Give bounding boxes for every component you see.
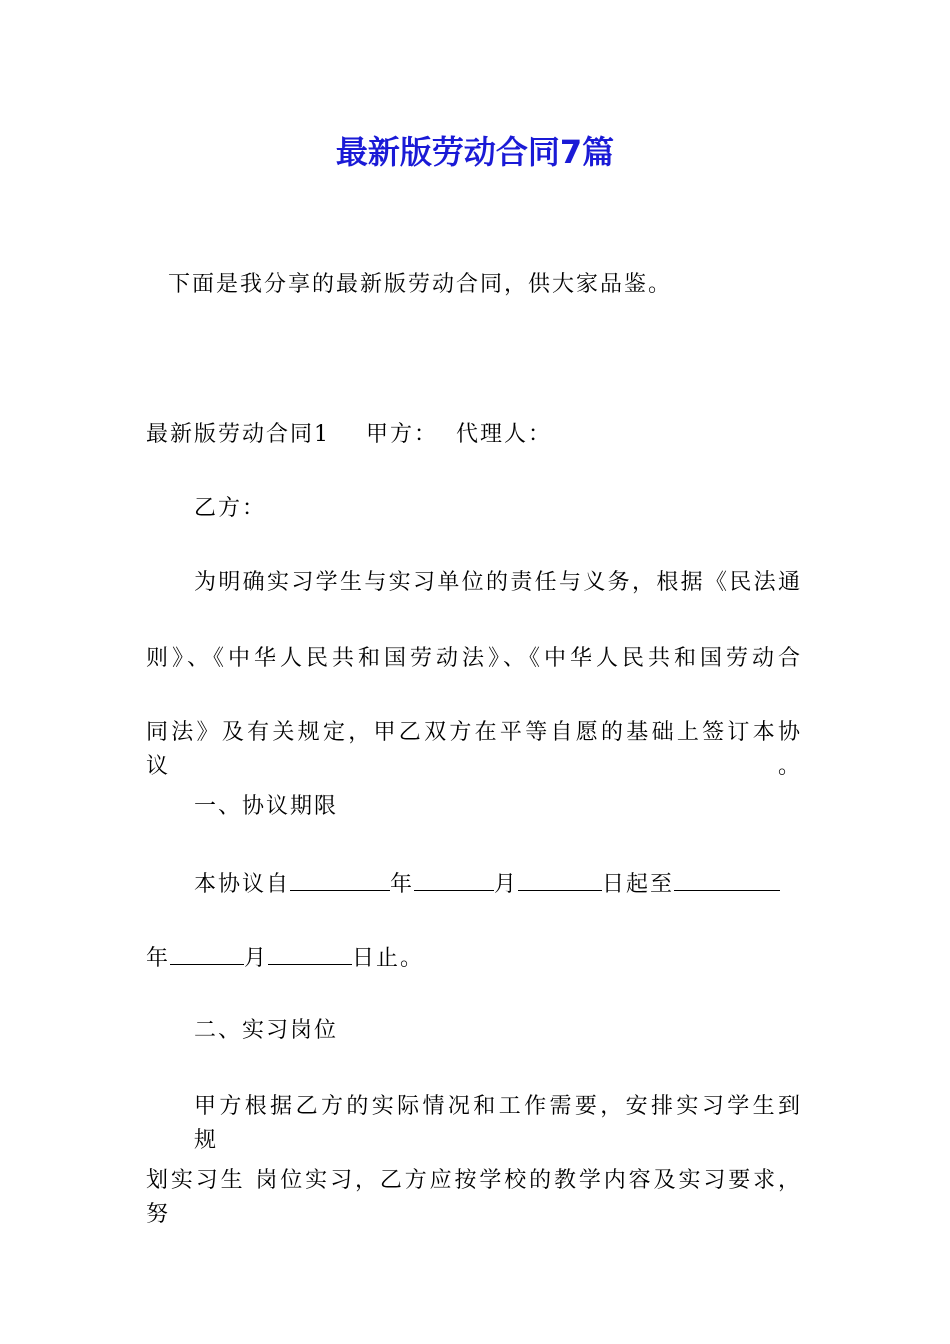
document-title: 最新版劳动合同7篇	[335, 133, 615, 171]
section-1-heading: 一、协议期限	[194, 794, 339, 819]
intro-text: 下面是我分享的最新版劳动合同，供大家品鉴。	[168, 272, 673, 297]
end-day-blank	[268, 940, 352, 965]
paragraph-1-line-1: 为明确实习学生与实习单位的责任与义务，根据《民法通	[194, 570, 802, 595]
paragraph-2-line-2: 划实习生 岗位实习，乙方应按学校的教学内容及实习要求，努	[146, 1168, 802, 1227]
start-day-label: 日起至	[602, 872, 675, 897]
contract-heading-line	[146, 418, 552, 452]
period-line-2	[146, 940, 424, 976]
period-start-prefix: 本协议自	[194, 872, 291, 897]
start-day-blank	[518, 866, 602, 891]
paragraph-1-line-2: 则》、《中华人民共和国劳动法》、《中华人民共和国劳动合	[146, 646, 802, 671]
start-year-label: 年	[390, 872, 415, 897]
end-year-label: 年	[146, 946, 171, 971]
end-year-blank	[674, 866, 780, 891]
end-month-label: 月	[244, 946, 269, 971]
start-month-label: 月	[494, 872, 519, 897]
section-2-heading: 二、实习岗位	[194, 1018, 339, 1043]
agent-label: 代理人：	[456, 422, 553, 447]
paragraph-2-line-1: 甲方根据乙方的实际情况和工作需要，安排实习学生到 规	[194, 1094, 802, 1153]
end-day-label: 日止。	[352, 946, 425, 971]
end-month-blank	[170, 940, 244, 965]
period-line-1	[194, 866, 780, 902]
start-month-blank	[414, 866, 494, 891]
party-b-label: 乙方：	[194, 496, 267, 521]
contract-heading: 最新版劳动合同1	[146, 422, 330, 447]
start-year-blank	[290, 866, 390, 891]
paragraph-1-line-3: 同法》及有关规定，甲乙双方在平等自愿的基础上签订本协议。	[146, 720, 802, 779]
party-a-label: 甲方：	[366, 422, 439, 447]
